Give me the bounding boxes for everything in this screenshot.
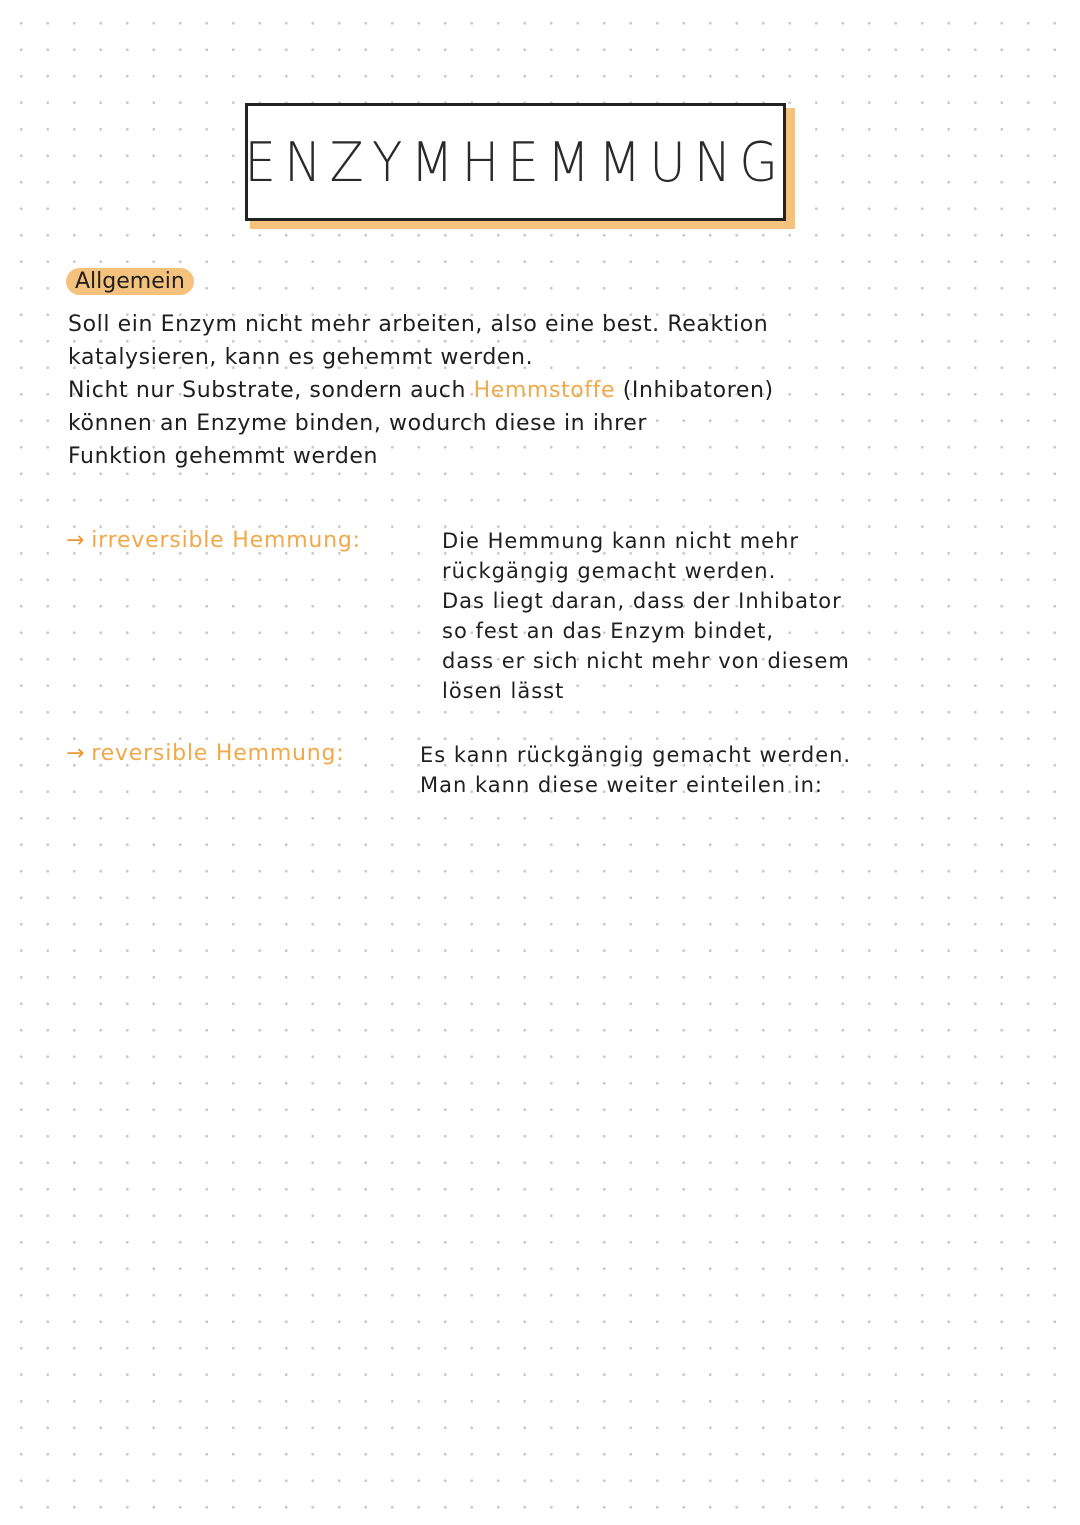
title-box <box>245 103 786 221</box>
intro-line-1: Soll ein Enzym nicht mehr arbeiten, also eine best. Reaktion <box>68 312 769 337</box>
intro-paragraph <box>68 308 968 473</box>
irreversible-line-6: lösen lässt <box>442 679 565 703</box>
intro-line-3 <box>68 374 968 407</box>
intro-line-4: können an Enzyme binden, wodurch diese in ihrer <box>68 411 648 436</box>
reversible-term <box>66 741 345 766</box>
intro-line-3-end: (Inhibatoren) <box>615 378 774 403</box>
intro-line-5: Funktion gehemmt werden <box>68 444 379 469</box>
irreversible-line-3: Das liegt daran, dass der Inhibator <box>442 589 842 613</box>
reversible-line-1: Es kann rückgängig gemacht werden. <box>420 743 852 767</box>
irreversible-definition <box>442 526 850 706</box>
irreversible-line-2: rückgängig gemacht werden. <box>442 559 777 583</box>
irreversible-term-label: irreversible Hemmung: <box>91 528 361 553</box>
hemmstoffe-highlight: Hemmstoffe <box>473 378 616 403</box>
reversible-line-2: Man kann diese weiter einteilen in: <box>420 773 823 797</box>
irreversible-line-1: Die Hemmung kann nicht mehr <box>442 529 800 553</box>
arrow-icon: → <box>66 741 86 766</box>
section-heading-allgemein: Allgemein <box>66 268 194 295</box>
arrow-icon: → <box>66 528 86 553</box>
reversible-term-label: reversible Hemmung: <box>91 741 345 766</box>
irreversible-term <box>66 528 361 553</box>
reversible-definition <box>420 740 851 800</box>
page-title: ENZYMHEMMUNG <box>244 130 787 194</box>
irreversible-line-4: so fest an das Enzym bindet, <box>442 619 775 643</box>
intro-line-3-start: Nicht nur Substrate, sondern auch <box>68 378 474 403</box>
intro-line-2: katalysieren, kann es gehemmt werden. <box>68 345 534 370</box>
irreversible-line-5: dass er sich nicht mehr von diesem <box>442 649 850 673</box>
